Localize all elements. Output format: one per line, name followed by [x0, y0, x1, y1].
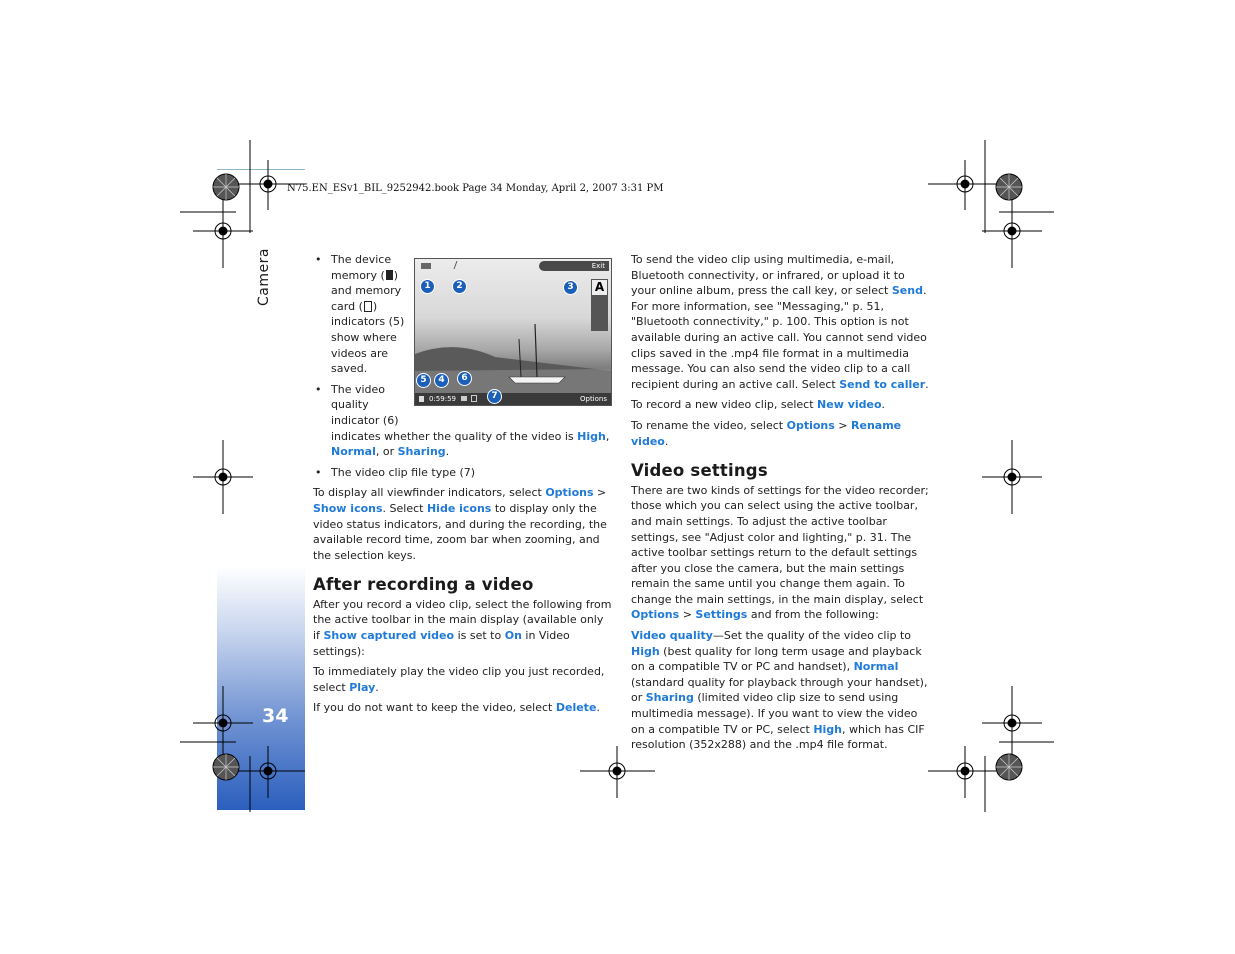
text: is set to — [454, 629, 505, 643]
link-rename-video[interactable]: Rename video — [631, 418, 902, 448]
text: To immediately play the video clip you just recorded, select — [313, 665, 605, 694]
text: The video — [331, 382, 386, 396]
link-normal[interactable]: Normal — [331, 445, 376, 459]
text: (standard quality for playback through your handset), or — [631, 675, 928, 705]
paragraph-video-quality — [631, 628, 931, 753]
phone-memory-icon — [386, 270, 393, 280]
link-video-quality[interactable]: Video quality — [631, 629, 713, 643]
reg-circle — [1008, 227, 1016, 235]
text: show where — [331, 330, 397, 344]
reg-circle — [264, 180, 272, 188]
callout-2: 2 — [452, 279, 467, 294]
text: , which has CIF resolution (352x288) and the .mp4 file format. — [631, 722, 925, 752]
text: To record a new video clip, select — [631, 398, 818, 412]
page-number: 34 — [262, 705, 289, 727]
paragraph-rename — [631, 418, 931, 449]
link-high[interactable]: High — [577, 429, 606, 443]
link-normal[interactable]: Normal — [853, 660, 899, 674]
text: > — [593, 486, 607, 500]
text: . — [445, 445, 450, 459]
text: . — [664, 434, 669, 448]
link-send-to-caller[interactable]: Send to caller — [839, 377, 926, 391]
link-show-captured[interactable]: Show captured video — [323, 629, 455, 643]
text: To send the video clip using multimedia, e-mail, Bluetooth connectivity, or infrared, or upload it to your online album, press the call key, or select — [631, 253, 905, 298]
reg-circle — [264, 767, 272, 775]
text: card ( — [331, 299, 363, 313]
camera-icon — [421, 263, 431, 269]
memory-indicator-icon — [419, 396, 424, 402]
text: and memory — [331, 284, 402, 298]
link-sharing[interactable]: Sharing — [645, 691, 694, 705]
right-column — [631, 252, 931, 758]
reg-circle — [961, 767, 969, 775]
callout-1: 1 — [420, 279, 435, 294]
text: > — [679, 608, 696, 622]
memory-card-icon — [364, 301, 372, 312]
reg-circle — [219, 227, 227, 235]
link-sharing[interactable]: Sharing — [397, 445, 446, 459]
paragraph-settings-intro — [631, 483, 931, 623]
text: , or — [375, 445, 398, 459]
paragraph-after-recording — [313, 597, 613, 659]
text: videos are — [331, 346, 389, 360]
text: . — [925, 377, 929, 391]
exit-softkey: Exit — [539, 261, 609, 271]
callout-5: 5 — [416, 373, 431, 388]
link-show-icons[interactable]: Show icons — [313, 501, 383, 515]
reg-circle — [219, 473, 227, 481]
heading-after-recording: After recording a video — [313, 575, 534, 595]
text: After you record a video clip, select the following from the active toolbar in the main display (available only if — [313, 597, 612, 643]
text: There are two kinds of settings for the video recorder; those which you can select using the active toolbar, and main settings. To adjust the active toolbar settings, see "Adjust color and lighting," p. 31. The active toolbar settings return to the default settings after you close the camera, but the main settings remain the same until you change them again. To change the main settings, in the main display, select — [631, 483, 929, 606]
file-type-icon — [471, 395, 477, 402]
text: , — [605, 429, 610, 443]
callout-7: 7 — [487, 389, 502, 404]
link-delete[interactable]: Delete — [555, 701, 597, 715]
text: . For more information, see "Messaging," p. 51, "Bluetooth connectivity," p. 100. This option is not available during an active call. You cannot send video clips saved in the .mp4 file format in a multimedia message. You can also send the video clip to a call recipient during an active call. Select — [631, 284, 927, 391]
quality-indicator-icon — [461, 396, 467, 401]
record-time: 0:59:59 — [429, 395, 456, 403]
active-toolbar — [591, 279, 608, 331]
text: indicates whether the quality of the video is — [331, 429, 578, 443]
link-play[interactable]: Play — [349, 680, 376, 694]
link-high[interactable]: High — [631, 644, 660, 658]
text: ) — [372, 299, 378, 313]
paragraph-play — [313, 664, 613, 695]
link-high[interactable]: High — [813, 722, 842, 736]
text: saved. — [331, 362, 368, 376]
section-title-text: Camera — [256, 248, 272, 306]
link-hide-icons[interactable]: Hide icons — [426, 501, 492, 515]
viewfinder-screenshot — [414, 258, 612, 406]
paragraph-delete — [313, 700, 613, 716]
reg-circle — [219, 719, 227, 727]
text: memory ( — [331, 268, 385, 282]
text: . — [596, 701, 600, 715]
text: ) — [393, 268, 399, 282]
link-options[interactable]: Options — [631, 608, 680, 622]
text: . — [375, 680, 379, 694]
heading-video-settings: Video settings — [631, 461, 768, 481]
text: . — [881, 398, 886, 412]
text: in Video settings): — [313, 629, 570, 658]
hull — [509, 377, 565, 383]
callout-3: 3 — [563, 280, 578, 295]
auto-mode-icon: A — [592, 280, 607, 295]
paragraph-viewfinder — [313, 485, 613, 563]
link-settings[interactable]: Settings — [695, 608, 748, 622]
text: —Set the quality of the video clip to — [712, 629, 912, 643]
text: > — [834, 418, 852, 432]
paragraph-send — [631, 252, 931, 392]
reg-circle — [961, 180, 969, 188]
status-bar — [415, 393, 611, 405]
text: To display all viewfinder indicators, select — [313, 486, 546, 500]
callout-4: 4 — [434, 373, 449, 388]
text: indicators (5) — [331, 315, 405, 329]
text: quality — [331, 398, 369, 412]
link-send[interactable]: Send — [891, 284, 923, 298]
link-new-video[interactable]: New video — [817, 398, 882, 412]
bullet-file-type: • The video clip file type (7) — [313, 465, 613, 481]
print-header: N75.EN_ESv1_BIL_9252942.book Page 34 Monday, April 2, 2007 3:31 PM — [287, 183, 664, 194]
text: . Select — [382, 501, 427, 515]
text: To rename the video, select — [631, 418, 787, 432]
link-options[interactable]: Options — [545, 486, 594, 500]
link-options[interactable]: Options — [786, 418, 835, 432]
options-softkey: Options — [579, 395, 607, 403]
text: to display only the video status indicators, and during the recording, the available record time, zoom bar when zooming, and the selection keys. — [313, 501, 607, 562]
bullet-memory-indicators — [313, 252, 411, 377]
paragraph-new-video — [631, 397, 931, 413]
link-on[interactable]: On — [504, 629, 522, 643]
text: The device — [331, 253, 392, 266]
reg-circle — [1008, 473, 1016, 481]
text: indicator (6) — [331, 413, 399, 427]
callout-6: 6 — [457, 371, 472, 386]
text: (best quality for long term usage and playback on a compatible TV or PC and handset), — [631, 644, 922, 674]
text: (limited video clip size to send using multimedia message). If you want to view the video on a compatible TV or PC, select — [631, 691, 918, 736]
text: and from the following: — [747, 608, 879, 622]
reg-circle — [613, 767, 621, 775]
reg-circle — [1008, 719, 1016, 727]
text: If you do not want to keep the video, select — [313, 701, 556, 715]
